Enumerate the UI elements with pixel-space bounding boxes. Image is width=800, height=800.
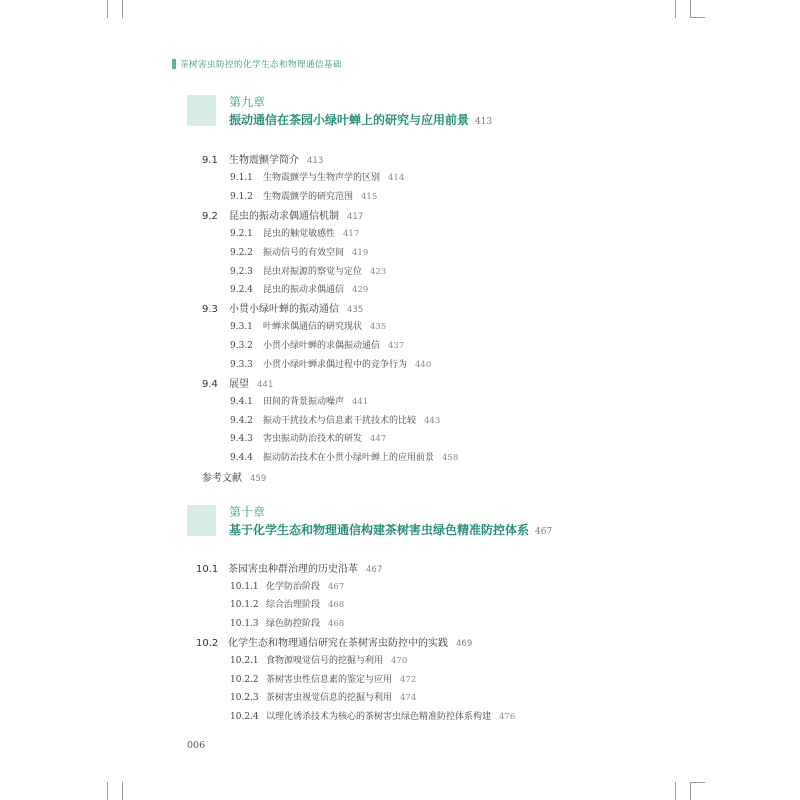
subsection-page: 467 [328,582,345,592]
subsection-page: 472 [400,675,417,685]
running-head [172,58,342,70]
toc-subsection[interactable] [230,245,368,258]
toc-subsection[interactable] [230,170,404,183]
chapter-label: 第十章 [229,505,266,519]
subsection-number: 10.1.1 [230,582,259,592]
toc-subsection[interactable] [230,597,344,610]
subsection-title: 生物震颤学与生物声学的区别 [263,173,381,183]
subsection-title: 绿色防控阶段 [266,619,321,629]
subsection-page: 458 [442,453,459,463]
toc-section[interactable] [202,207,363,222]
section-number: 9.4 [202,379,218,390]
subsection-number: 9.4.1 [230,397,253,407]
chapter-page: 467 [535,527,553,537]
toc-section[interactable] [202,375,273,390]
subsection-page: 474 [400,693,417,703]
chapter-box [187,505,216,536]
toc-subsection[interactable] [230,431,386,444]
subsection-title: 茶树害虫视觉信息的挖掘与利用 [266,693,393,703]
toc-subsection[interactable] [230,672,416,685]
section-number: 10.1 [196,564,219,575]
subsection-number: 9.3.2 [230,341,253,351]
section-title: 小贯小绿叶蝉的振动通信 [229,304,339,315]
subsection-page: 470 [391,656,408,666]
subsection-page: 429 [352,285,369,295]
toc-subsection[interactable] [230,319,386,332]
subsection-number: 9.3.1 [230,322,253,332]
subsection-number: 9.2.4 [230,285,253,295]
toc-subsection[interactable] [230,579,344,592]
toc-subsection[interactable] [230,653,407,666]
section-title: 生物震颤学简介 [229,155,299,166]
subsection-title: 振动信号的有效空间 [263,248,345,258]
subsection-title: 小贯小绿叶蝉求偶过程中的竞争行为 [263,360,408,370]
section-page: 413 [307,156,324,166]
subsection-title: 食物源嗅觉信号的挖掘与利用 [266,656,384,666]
subsection-number: 10.2.1 [230,656,259,666]
crop-mark [690,17,705,18]
toc-subsection[interactable] [230,226,359,239]
section-page: 467 [366,565,383,575]
section-number: 10.2 [196,638,219,649]
subsection-number: 9.1.2 [230,192,253,202]
subsection-number: 10.2.2 [230,675,259,685]
subsection-title: 生物震颤学的研究范围 [263,192,354,202]
subsection-page: 447 [370,434,387,444]
crop-mark [107,0,108,18]
subsection-number: 9.2.1 [230,229,253,239]
subsection-number: 9.4.3 [230,434,253,444]
subsection-page: 440 [415,360,432,370]
section-title: 茶园害虫种群治理的历史沿革 [228,564,358,575]
subsection-page: 441 [352,397,369,407]
section-title: 展望 [229,379,249,390]
toc-subsection[interactable] [230,338,404,351]
crop-mark [690,782,705,783]
toc-section[interactable] [196,560,382,575]
section-page: 469 [456,639,473,649]
crop-mark [107,782,108,800]
subsection-page: 443 [424,416,441,426]
chapter-title [229,521,552,538]
toc-references[interactable] [202,469,266,484]
subsection-number: 9.3.3 [230,360,253,370]
subsection-title: 小贯小绿叶蝉的求偶振动通信 [263,341,381,351]
page-number: 006 [187,740,206,751]
toc-section[interactable] [202,151,323,166]
crop-mark [122,782,123,800]
subsection-number: 10.1.3 [230,619,259,629]
subsection-page: 417 [343,229,360,239]
subsection-title: 昆虫的触觉敏感性 [263,229,336,239]
references-page: 459 [250,474,267,484]
subsection-page: 414 [388,173,405,183]
toc-subsection[interactable] [230,450,458,463]
chapter-label: 第九章 [229,95,266,109]
subsection-page: 423 [370,267,387,277]
subsection-number: 9.4.2 [230,416,253,426]
section-page: 441 [257,380,274,390]
subsection-page: 415 [361,192,378,202]
chapter-page: 413 [475,117,493,127]
subsection-title: 振动防治技术在小贯小绿叶蝉上的应用前景 [263,453,435,463]
toc-subsection[interactable] [230,264,386,277]
section-page: 435 [347,305,364,315]
subsection-number: 10.2.3 [230,693,259,703]
subsection-title: 以理化诱杀技术为核心的茶树害虫绿色精准防控体系构建 [266,712,492,722]
subsection-page: 435 [370,322,387,332]
subsection-title: 叶蝉求偶通信的研究现状 [263,322,363,332]
toc-subsection[interactable] [230,709,515,722]
subsection-page: 468 [328,600,345,610]
subsection-title: 振动干扰技术与信息素干扰技术的比较 [263,416,417,426]
section-page: 417 [347,212,364,222]
subsection-number: 9.2.3 [230,267,253,277]
section-title: 昆虫的振动求偶通信机制 [229,211,339,222]
toc-subsection[interactable] [230,394,368,407]
subsection-page: 468 [328,619,345,629]
running-head-text: 茶树害虫防控的化学生态和物理通信基础 [180,60,343,70]
toc-subsection[interactable] [230,357,431,370]
subsection-page: 437 [388,341,405,351]
toc-subsection[interactable] [230,189,377,202]
running-head-marker [172,59,176,69]
subsection-title: 茶树害虫性信息素的鉴定与应用 [266,675,393,685]
section-number: 9.2 [202,211,218,222]
toc-section[interactable] [196,634,472,649]
toc-subsection[interactable] [230,282,368,295]
section-number: 9.1 [202,155,218,166]
subsection-title: 昆虫对振源的察觉与定位 [263,267,363,277]
subsection-number: 10.1.2 [230,600,259,610]
subsection-title: 田间的背景振动噪声 [263,397,345,407]
chapter-box [187,95,216,126]
chapter-title [229,111,492,128]
subsection-number: 10.2.4 [230,712,259,722]
crop-mark [122,0,123,18]
subsection-page: 419 [352,248,369,258]
subsection-title: 综合治理阶段 [266,600,321,610]
subsection-title: 化学防治阶段 [266,582,321,592]
toc-section[interactable] [202,300,363,315]
chapter-title-text: 振动通信在茶园小绿叶蝉上的研究与应用前景 [229,113,470,127]
subsection-title: 昆虫的振动求偶通信 [263,285,345,295]
subsection-number: 9.1.1 [230,173,253,183]
toc-subsection[interactable] [230,690,416,703]
subsection-number: 9.2.2 [230,248,253,258]
references-title: 参考文献 [202,473,242,484]
crop-mark [675,782,676,800]
crop-mark [690,0,691,18]
subsection-page: 476 [499,712,516,722]
subsection-title: 害虫振动防治技术的研发 [263,434,363,444]
crop-mark [690,782,691,800]
section-number: 9.3 [202,304,218,315]
crop-mark [675,0,676,18]
chapter-title-text: 基于化学生态和物理通信构建茶树害虫绿色精准防控体系 [229,523,530,537]
section-title: 化学生态和物理通信研究在茶树害虫防控中的实践 [228,638,448,649]
toc-subsection[interactable] [230,616,344,629]
toc-subsection[interactable] [230,413,440,426]
subsection-number: 9.4.4 [230,453,253,463]
